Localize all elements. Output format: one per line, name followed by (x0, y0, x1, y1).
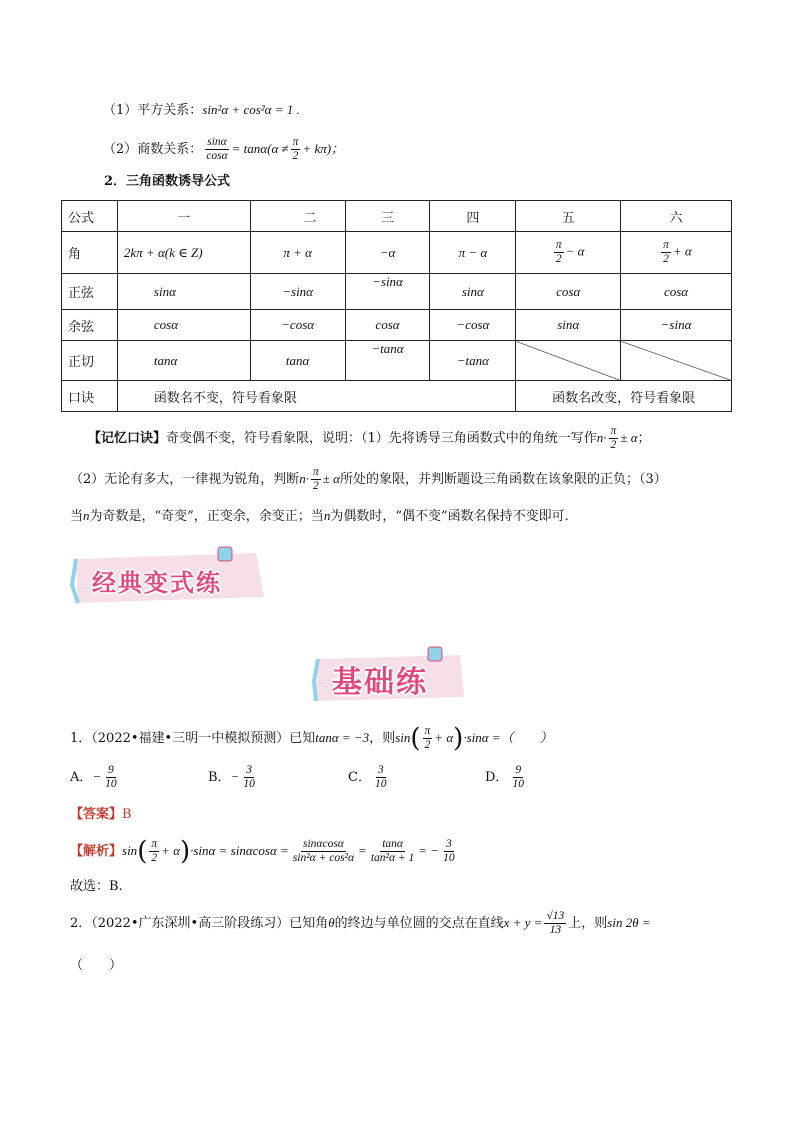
q1-option-a (70, 764, 121, 796)
frac-den: 10 (512, 778, 524, 790)
q1-conclusion: 故选：B. (70, 879, 123, 894)
fraction (204, 136, 229, 163)
formula: sinα = sinαcosα = (193, 843, 289, 858)
question-text: 的终边与单位圆的交点在直线 (334, 916, 504, 931)
table-cell: 口诀 (62, 381, 118, 412)
table-cell: 六 (621, 201, 732, 232)
formula: x + y = (503, 915, 543, 930)
table-cell: tanα (250, 341, 345, 381)
var-theta: θ (328, 915, 335, 930)
q2-blank: （ ） (70, 958, 123, 973)
option-label: A． (70, 770, 93, 785)
frac-den: 2 (292, 150, 299, 162)
question-text: ，则 (369, 731, 396, 746)
frac-den: 10 (443, 852, 455, 864)
memory-line-3 (70, 506, 578, 527)
intro-line-2 (103, 136, 344, 166)
table-header-row (62, 201, 732, 232)
option-label: B． (208, 770, 231, 785)
memory-text: 为偶数时，“偶不变”函数名保持不变即可． (330, 509, 578, 524)
formula: = tanα(α ≠ (231, 141, 289, 156)
table-cell: π + α (250, 232, 345, 274)
option-sign: − (230, 769, 240, 784)
table-row (62, 232, 732, 274)
frac-den: 10 (105, 778, 117, 790)
diagonal-cell (516, 341, 621, 381)
fraction (291, 136, 301, 163)
frac-den: 10 (243, 778, 255, 790)
table-cell: $\frac{\pi}{2}$ + α (621, 232, 732, 274)
banner-practice (68, 545, 268, 610)
memory-text: 奇变偶不变，符号看象限，说明：（1）先将诱导三角函数式中的角统一写作 (166, 431, 597, 446)
formula: sinα =（ ） (466, 730, 553, 745)
table-cell: 公式 (62, 201, 118, 232)
table-cell: 三 (345, 201, 430, 232)
memory-tag: 【记忆口诀】 (88, 431, 167, 446)
banner-basic (308, 645, 470, 707)
table-cell: cosα (117, 310, 250, 341)
table-cell: −sinα (345, 274, 430, 310)
frac-num: 3 (246, 764, 252, 776)
table-cell: 函数名改变，符号看象限 (516, 381, 732, 412)
frac-den: 13 (549, 924, 562, 936)
table-row (62, 274, 732, 310)
table-cell: sinα (430, 274, 516, 310)
formula: ± α (620, 430, 638, 445)
table-cell: 一 (117, 201, 250, 232)
frac-num: π (292, 136, 299, 148)
question-text: 2．（2022•广东深圳•高三阶段练习）已知角 (70, 916, 329, 931)
table-cell: 余弦 (62, 310, 118, 341)
q1-answer (70, 805, 132, 825)
memory-text: 当 (70, 509, 84, 524)
frac-num: √13 (546, 910, 565, 922)
q1-stem: 1．（2022•福建•三明一中模拟预测）已知tanα = −3，则sin( $\frac{\pi}{2}$ + α)·sinα =（ ） (70, 723, 553, 754)
answer-tag: 【答案】 (70, 807, 123, 822)
q1-analysis: 【解析】sin( $\frac{\pi}{2}$ + α)·sinα = sinαcosα = $\frac{\sin\alpha\cos\alpha}{\text{sin²α + cos²α}}$ = $\frac{\tan\alpha}{\text{tan²α + 1}}$ = − $\frac{3}{10}$ (70, 836, 455, 867)
memory-line-2: （2）无论有多大，一律视为锐角，判断n· $\frac{\pi}{2}$ ± α所处的象限，并判断题设三角函数在该象限的正负；（3） (70, 466, 667, 492)
q1-option-b (208, 764, 259, 796)
q1-option-d (485, 764, 528, 796)
formula: + kπ)； (302, 141, 345, 156)
formula: = − (418, 843, 440, 858)
table-row (62, 381, 732, 412)
table-cell: 函数名不变，符号看象限 (117, 381, 515, 412)
frac-den: tan²α + 1 (370, 852, 415, 864)
var-n: n (596, 430, 604, 445)
table-cell: 角 (62, 232, 118, 274)
frac-num: tanα (382, 838, 403, 850)
banner-title: 经典变式练 (92, 569, 222, 597)
frac-num: sinα (207, 136, 227, 148)
table-cell: −tanα (430, 341, 516, 381)
memory-text: ； (637, 431, 651, 446)
table-cell: sinα (516, 310, 621, 341)
var-n: n (83, 508, 90, 523)
table-cell: −cosα (250, 310, 345, 341)
analysis-tag: 【解析】 (70, 844, 123, 859)
q1-option-c (348, 764, 390, 796)
table-cell: $\frac{\pi}{2}$ − α (516, 232, 621, 274)
option-sign: − (92, 769, 102, 784)
banner-title: 基础练 (332, 665, 428, 700)
formula: sin²α + cos²α = 1 . (202, 102, 300, 117)
memory-text: 为奇数是，“奇变”，正变余，余变正；当 (89, 509, 324, 524)
table-row (62, 341, 732, 381)
table-cell: −tanα (345, 341, 430, 381)
table-cell: cosα (345, 310, 430, 341)
label-text: （2）商数关系： (103, 142, 203, 157)
table-cell: −α (345, 232, 430, 274)
diagonal-cell (621, 341, 732, 381)
table-cell: −sinα (621, 310, 732, 341)
table-cell: −cosα (430, 310, 516, 341)
frac-den: cosα (206, 150, 228, 162)
q2-stem (70, 910, 651, 944)
table-cell: cosα (516, 274, 621, 310)
frac-num: 9 (515, 764, 522, 776)
option-label: D． (485, 770, 509, 785)
table-cell: 2kπ + α(k ∈ Z) (117, 232, 250, 274)
formula: tanα = −3 (315, 730, 370, 745)
formula: sin 2θ = (607, 915, 651, 930)
memory-text: 所处的象限，并判断题设三角函数在该象限的正负；（3） (340, 472, 667, 487)
induction-table (61, 200, 732, 412)
frac-num: 3 (377, 764, 384, 776)
frac-num: 3 (445, 838, 452, 850)
question-text: 1．（2022•福建•三明一中模拟预测）已知 (70, 731, 316, 746)
table-cell: cosα (621, 274, 732, 310)
table-cell: π − α (430, 232, 516, 274)
table-cell: sinα (117, 274, 250, 310)
table-cell: −sinα (250, 274, 345, 310)
var-n: n (299, 471, 306, 486)
question-text: 上，则 (568, 916, 608, 931)
memory-line-1: 【记忆口诀】奇变偶不变，符号看象限，说明：（1）先将诱导三角函数式中的角统一写作n· $\frac{\pi}{2}$ ± α； (88, 425, 651, 451)
frac-den: 10 (374, 778, 387, 790)
var-n: n (323, 508, 331, 523)
table-cell: tanα (117, 341, 250, 381)
section-title: 2．三角函数诱导公式 (104, 174, 231, 189)
label-text: （1）平方关系： (103, 103, 203, 118)
frac-den: sin²α + cos²α (292, 852, 355, 864)
formula: ± α (322, 471, 341, 486)
table-cell: 正弦 (62, 274, 118, 310)
table-cell: 四 (430, 201, 516, 232)
table-row (62, 310, 732, 341)
intro-line-1 (103, 100, 300, 121)
table-cell: 五 (516, 201, 621, 232)
frac-num: sinαcosα (303, 838, 344, 850)
frac-num: 9 (108, 764, 114, 776)
table-cell: 正切 (62, 341, 118, 381)
memory-text: （2）无论有多大，一律视为锐角，判断 (70, 472, 300, 487)
answer-value: B (122, 807, 132, 822)
option-label: C． (348, 770, 371, 785)
table-cell: 二 (250, 201, 345, 232)
